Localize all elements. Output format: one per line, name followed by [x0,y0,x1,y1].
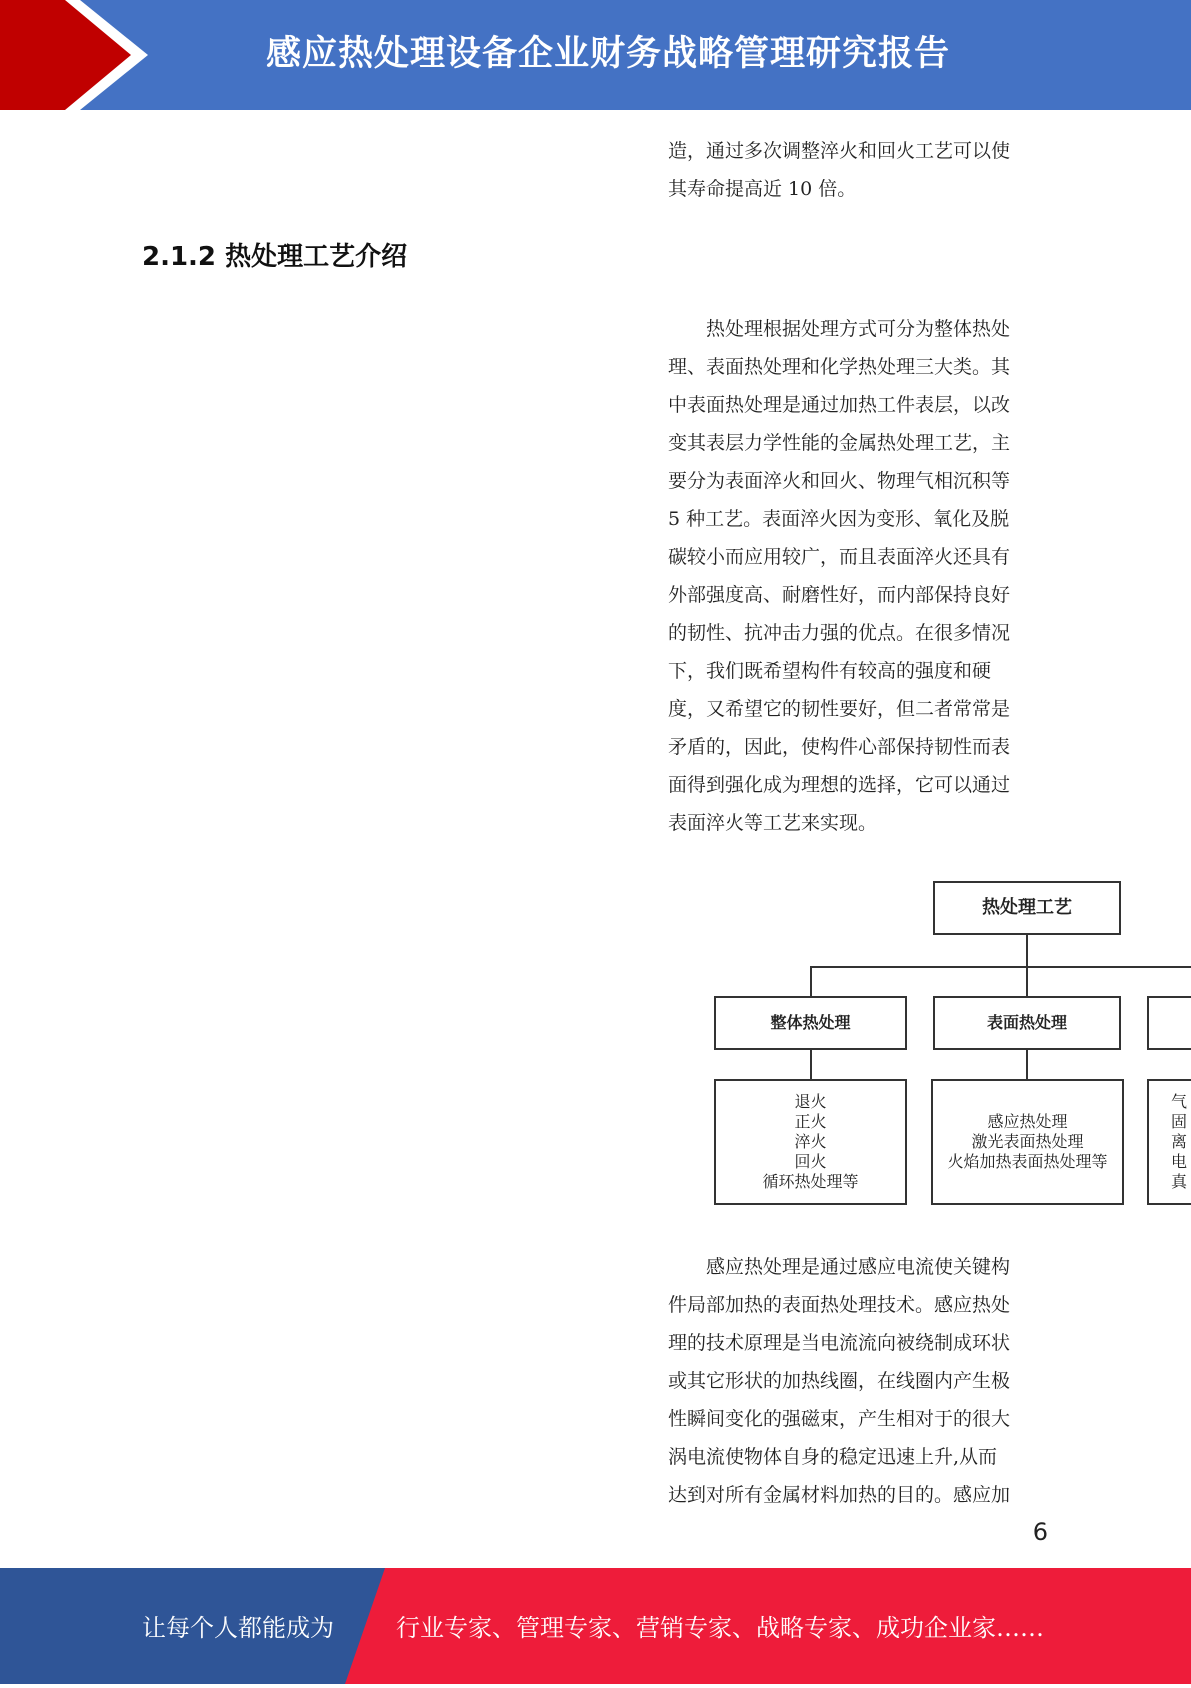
text-line: 性瞬间变化的强磁束，产生相对于的很大 [668,1408,1011,1430]
diagram-item: 固 [1171,1112,1188,1131]
text-line: 达到对所有金属材料加热的目的。感应加 [668,1484,1011,1506]
text-line: 5 种工艺。表面淬火因为变形、氧化及脱 [668,508,1010,530]
connector-line [1026,1050,1028,1079]
header-banner [0,0,1191,110]
connector-line [810,966,812,996]
text-line: 或其它形状的加热线圈，在线圈内产生极 [668,1370,1011,1392]
connector-line [1026,935,1028,967]
text-line: 要分为表面淬火和回火、物理气相沉积等 [668,470,1011,492]
diagram-item: 激光表面热处理 [971,1132,1084,1151]
footer-banner [0,1568,1191,1684]
text-line: 外部强度高、耐磨性好，而内部保持良好 [668,584,1011,606]
connector-line [810,1050,812,1079]
connector-line [1026,966,1028,996]
text-line: 变其表层力学性能的金属热处理工艺，主 [668,432,1011,454]
diagram-item: 真 [1171,1172,1188,1191]
text-line: 其寿命提高近 10 倍。 [668,178,857,200]
diagram-item: 淬火 [794,1132,827,1151]
report-title: 感应热处理设备企业财务战略管理研究报告 [265,34,950,74]
text-line: 热处理根据处理方式可分为整体热处 [706,318,1011,340]
diagram-items-surface [931,1079,1124,1205]
diagram-item: 退火 [794,1092,827,1111]
paragraph-induction-heating [668,1248,1048,1514]
diagram-category-whole: 整体热处理 [714,996,907,1050]
text-line: 下，我们既希望构件有较高的强度和硬 [668,660,992,682]
text-line: 理的技术原理是当电流流向被绕制成环状 [668,1332,1011,1354]
diagram-item: 正火 [794,1112,827,1131]
text-line: 碳较小而应用较广，而且表面淬火还具有 [668,546,1011,568]
diagram-item: 火焰加热表面热处理等 [947,1152,1108,1171]
diagram-category-surface: 表面热处理 [933,996,1121,1050]
diagram-root-node: 热处理工艺 [933,881,1121,935]
diagram-category-chemical [1147,996,1191,1050]
diagram-item: 离 [1171,1132,1188,1151]
text-line: 理、表面热处理和化学热处理三大类。其 [668,356,1011,378]
text-line: 感应热处理是通过感应电流使关键构 [706,1256,1011,1278]
text-line: 度，又希望它的韧性要好，但二者常常是 [668,698,1011,720]
text-line: 件局部加热的表面热处理技术。感应热处 [668,1294,1011,1316]
section-heading: 2.1.2 热处理工艺介绍 [142,242,408,272]
diagram-items-chemical [1147,1079,1191,1205]
diagram-items-whole [714,1079,907,1205]
connector-line [810,966,1191,968]
page-number: 6 [1032,1518,1048,1546]
text-line: 面得到强化成为理想的选择，它可以通过 [668,774,1011,796]
footer-slogan-left: 让每个人都能成为 [142,1614,334,1642]
paragraph-heat-treatment-types [668,310,1048,842]
paragraph-continuation [668,132,1048,208]
text-line: 涡电流使物体自身的稳定迅速上升,从而 [668,1446,998,1468]
diagram-item: 电 [1171,1152,1188,1171]
text-line: 造，通过多次调整淬火和回火工艺可以使 [668,140,1011,162]
diagram-item: 感应热处理 [987,1112,1068,1131]
text-line: 的韧性、抗冲击力强的优点。在很多情况 [668,622,1011,644]
text-line: 矛盾的，因此，使构件心部保持韧性而表 [668,736,1011,758]
diagram-item: 回火 [794,1152,827,1171]
text-line: 表面淬火等工艺来实现。 [668,812,878,834]
text-line: 中表面热处理是通过加热工件表层，以改 [668,394,1011,416]
footer-slogan-right: 行业专家、管理专家、营销专家、战略专家、成功企业家…… [396,1614,1044,1642]
diagram-item: 气 [1171,1092,1188,1111]
diagram-item: 循环热处理等 [762,1172,859,1191]
